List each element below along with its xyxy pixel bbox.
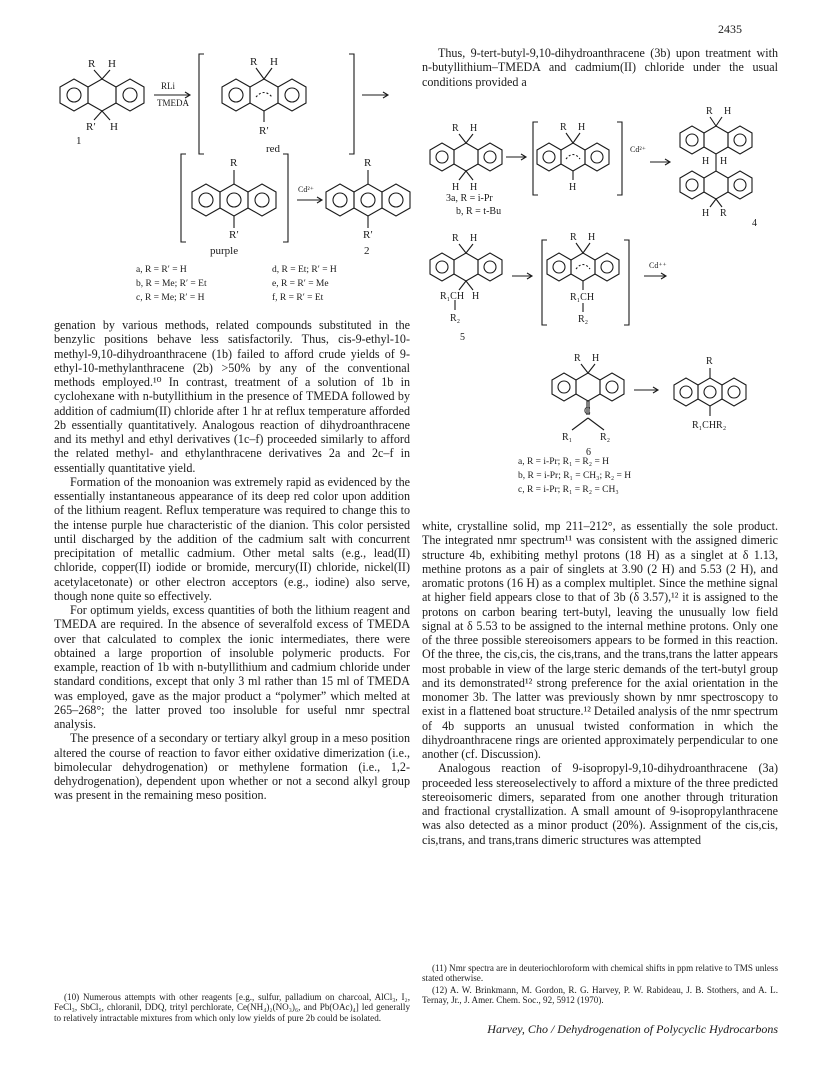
c2-Rp: R′ bbox=[363, 229, 373, 241]
right-paragraph-2: Analogous reaction of 9-isopropyl-9,10-dihydroanthracene (3a) proceeded less stereoselectively to afford a mixture of the three predicted stereoisomeric dimers, separated from one another through trituration and fractional crystallization. A small amount of 9-isopropylanthracene was also detected as a minor product (20%). Assignment of the cis,cis, cis,trans, and trans,trans dimeric structures was attempted bbox=[422, 761, 778, 847]
red-Rp: R′ bbox=[259, 125, 269, 137]
c1-H2: H bbox=[110, 121, 118, 133]
scheme-atom-label: H bbox=[452, 182, 460, 193]
right-paragraph-1: white, crystalline solid, mp 211–212°, as essentially the sole product. The integrated nmr spectrum¹¹ was consistent with the assigned dimeric structure 4b, exhibiting methyl protons (18 H) as a singlet at δ 1.13, methine protons as a pair of singlets at 3.90 (2 H) and 5.53 (2 H), and aromatic protons (16 H) as a complex multiplet. Since the methine signal at higher field appears close to that of 3b (δ 3.57),¹² it is assigned to the protons on carbon bearing tert-butyl, leaving the unusually low field signal at δ 5.53 to be assigned to the internal methine protons. Only one of the three possible stereoisomers appears to be formed in this reaction. Of the three, the cis,cis, the cis,trans, and the trans,trans the latter appears most probable in view of the large steric demands of the tert-butyl group and its demonstrated¹² strong preference for the axial orientation in the monomer 3b. The latter was previously shown by nmr spectroscopy to exist in a flattened boat structure.¹² Detailed analysis of the nmr spectrum of 4b supports an unusual twisted conformation in which the dihydroanthracene rings are oriented approximately perpendicular to one another (cf. Discussion). bbox=[422, 519, 778, 761]
legend-item-e: e, R = R′ = Me bbox=[272, 279, 329, 289]
legend-item-6a: a, R = i-Pr; R₁ = R₂ = H bbox=[518, 457, 610, 467]
scheme-atom-label: C bbox=[584, 406, 591, 417]
label-3b: b, R = t-Bu bbox=[456, 206, 502, 217]
legend-right bbox=[518, 455, 631, 497]
legend-item-6c: c, R = i-Pr; R₁ = R₂ = CH₃ bbox=[518, 485, 619, 495]
scheme-atom-label: H bbox=[470, 182, 478, 193]
left-column-text bbox=[54, 318, 410, 803]
reagent-TMEDA: TMEDA bbox=[157, 98, 189, 108]
footnotes-left bbox=[54, 992, 410, 1024]
footnote-10: (10) Numerous attempts with other reagents [e.g., sulfur, palladium on charcoal, AlCl₃, I₂, FeCl₃, SbCl₅, chloranil, DDQ, trityl perchlorate, Ce(NH₄)₂(NO₃)₆, and Pb(OAc)₄] led generally to relatively intractable mixtures from which only low yields of pure 2b could be isolated. bbox=[54, 992, 410, 1023]
running-footer: Harvey, Cho / Dehydrogenation of Polycyclic Hydrocarbons bbox=[487, 1022, 778, 1036]
compound-3-structure bbox=[430, 134, 502, 180]
label-5: 5 bbox=[460, 332, 465, 343]
label-red: red bbox=[266, 143, 281, 155]
compound-2-structure bbox=[326, 170, 410, 228]
left-paragraph-3: For optimum yields, excess quantities of both the lithium reagent and TMEDA are required. In the absence of severalfold excess of TMEDA over that calculated to complex the ionic intermediates, there were obtained a large proportion of insoluble polymeric products. For example, reaction of 1b with n-butyllithium and cadmium chloride under standard conditions, except that only 3 ml rather than 15 ml of TMEDA was employed, gave as the major product a “polymer” which melted at 265–268°; the latter proved too insoluble for useful nmr spectral analysis. bbox=[54, 603, 410, 731]
red-H: H bbox=[270, 56, 278, 68]
label-1: 1 bbox=[76, 135, 82, 147]
scheme-atom-label: H bbox=[569, 182, 577, 193]
right-top-paragraph bbox=[422, 46, 778, 89]
scheme-atom-label: R bbox=[452, 233, 459, 244]
scheme-atom-label: H bbox=[724, 106, 732, 117]
red-monoanion-structure bbox=[222, 68, 306, 122]
right-top-text: Thus, 9-tert-butyl-9,10-dihydroanthracene (3b) upon treatment with n-butyllithium–TMEDA and cadmium(II) chloride under the usual conditions provided a bbox=[422, 46, 778, 89]
reagent-RLi: RLi bbox=[161, 81, 176, 91]
purple-R: R bbox=[230, 157, 238, 169]
scheme-atom-label: R bbox=[574, 353, 581, 364]
left-paragraph-2: Formation of the monoanion was extremely rapid as evidenced by the essentially instantaneous appearance of its deep red color upon addition of the lithium reagent. Reflux temperature was required to change this to the intense purple hue characteristic of the dianion. This color persisted until discharged by the addition of the cadmium salt with concurrent precipitation of metallic cadmium. Other metal salts (e.g., lead(II) chloride, copper(II) iodide or bromide, mercury(II) chloride, nickel(II) acetylacetonate) or other electron acceptors (e.g., iodine) also serve, though none quite so effectively. bbox=[54, 474, 410, 603]
scheme-atom-label: R₂ bbox=[450, 313, 461, 324]
purple-Rp: R′ bbox=[229, 229, 239, 241]
label-4: 4 bbox=[752, 218, 757, 229]
compound-4-structure bbox=[680, 117, 752, 207]
anion-3-structure bbox=[537, 133, 609, 180]
legend-item-6b: b, R = i-Pr; R₁ = CH₃; R₂ = H bbox=[518, 471, 632, 481]
purple-dianion-structure bbox=[192, 170, 276, 228]
scheme-atom-label: H bbox=[702, 208, 710, 219]
scheme-atom-label: H bbox=[578, 122, 586, 133]
reagent-Cd-right2: Cd⁺⁺ bbox=[649, 261, 667, 270]
footnote-11: (11) Nmr spectra are in deuteriochloroform with chemical shifts in ppm relative to TMS unless stated otherwise. bbox=[422, 963, 778, 984]
scheme-atom-label: H bbox=[588, 232, 596, 243]
right-column-text bbox=[422, 519, 778, 847]
scheme-atom-label: H bbox=[720, 156, 728, 167]
scheme-atom-label: H bbox=[472, 291, 480, 302]
reagent-Cd: Cd²⁺ bbox=[298, 185, 314, 194]
scheme-anthracene-reaction bbox=[54, 42, 414, 257]
legend-item-a: a, R = R′ = H bbox=[136, 265, 187, 275]
footnote-12: (12) A. W. Brinkmann, M. Gordon, R. G. Harvey, P. W. Rabideau, J. B. Stothers, and A. L. Ternay, Jr., J. Amer. Chem. Soc., 92, 5912 (1970). bbox=[422, 984, 778, 1006]
scheme-atom-label: R bbox=[720, 208, 727, 219]
scheme-atom-label: R bbox=[570, 232, 577, 243]
compound-1-structure bbox=[60, 70, 144, 120]
left-paragraph-4: The presence of a secondary or tertiary alkyl group in a meso position altered the course of reaction to favor either oxidative dimerization (i.e., bimolecular dehydrogenation) or methylene formation (i.e., 1,2-dehydrogenation), dependent upon whether or not a second alkyl group was present in the remaining meso position. bbox=[54, 731, 410, 803]
scheme-atom-label: R₁CH bbox=[440, 291, 465, 302]
label-2: 2 bbox=[364, 245, 370, 257]
reagent-Cd-right: Cd²⁺ bbox=[630, 145, 646, 154]
scheme-atom-label: R₁CHR₂ bbox=[692, 420, 727, 431]
c2-R: R bbox=[364, 157, 372, 169]
scheme-atom-label: R₂ bbox=[600, 432, 611, 443]
page-number: 2435 bbox=[718, 22, 742, 36]
legend-item-c: c, R = Me; R′ = H bbox=[136, 293, 205, 303]
scheme-atom-label: R₂ bbox=[578, 314, 589, 325]
c1-R: R bbox=[88, 58, 96, 70]
scheme-atom-label: R bbox=[452, 123, 459, 134]
label-3a: 3a, R = i-Pr bbox=[446, 193, 493, 204]
scheme-atom-label: R bbox=[706, 356, 713, 367]
legend-left-col2 bbox=[272, 263, 337, 305]
red-R: R bbox=[250, 56, 258, 68]
c1-Rp: R′ bbox=[86, 121, 96, 133]
scheme-atom-label: R bbox=[706, 106, 713, 117]
scheme-atom-label: R₁ bbox=[562, 432, 573, 443]
label-purple: purple bbox=[210, 245, 239, 257]
scheme-dimerization bbox=[422, 100, 782, 460]
scheme-atom-label: H bbox=[702, 156, 710, 167]
scheme-atom-label: H bbox=[592, 353, 600, 364]
legend-left-col1 bbox=[136, 263, 207, 305]
legend-item-d: d, R = Et; R′ = H bbox=[272, 265, 337, 275]
legend-item-f: f, R = R′ = Et bbox=[272, 293, 324, 303]
compound-6-structure bbox=[552, 364, 624, 430]
label-6: 6 bbox=[586, 447, 591, 458]
anthracene-product-structure bbox=[674, 368, 746, 416]
scheme-atom-label: R bbox=[560, 122, 567, 133]
footnotes-right bbox=[422, 963, 778, 1007]
scheme-atom-label: H bbox=[470, 233, 478, 244]
legend-item-b: b, R = Me; R′ = Et bbox=[136, 279, 207, 289]
scheme-atom-label: H bbox=[470, 123, 478, 134]
left-paragraph-1: genation by various methods, related compounds substituted in the benzylic positions behave less satisfactorily. Thus, cis-9-ethyl-10-methyl-9,10-dihydroanthracene (1b) failed to afford crude yields of 9-ethyl-10-methylanthracene (2b) >50% by any of the conventional methods employed.¹⁰ In contrast, treatment of a solution of 1b in cyclohexane with n-butyllithium in the presence of TMEDA followed by addition of cadmium(II) chloride after 1 hr at reflux temperature afforded 2b essentially quantitatively. Analogous reaction of dihydroanthracene and its methyl and ethyl derivatives (1c–f) proceeded similarly to afford the related methyl- and ethylanthracene derivatives 2a and 2c–f in essentially quantitative yield. bbox=[54, 318, 410, 475]
scheme-atom-label: R₁CH bbox=[570, 292, 595, 303]
c1-H: H bbox=[108, 58, 116, 70]
